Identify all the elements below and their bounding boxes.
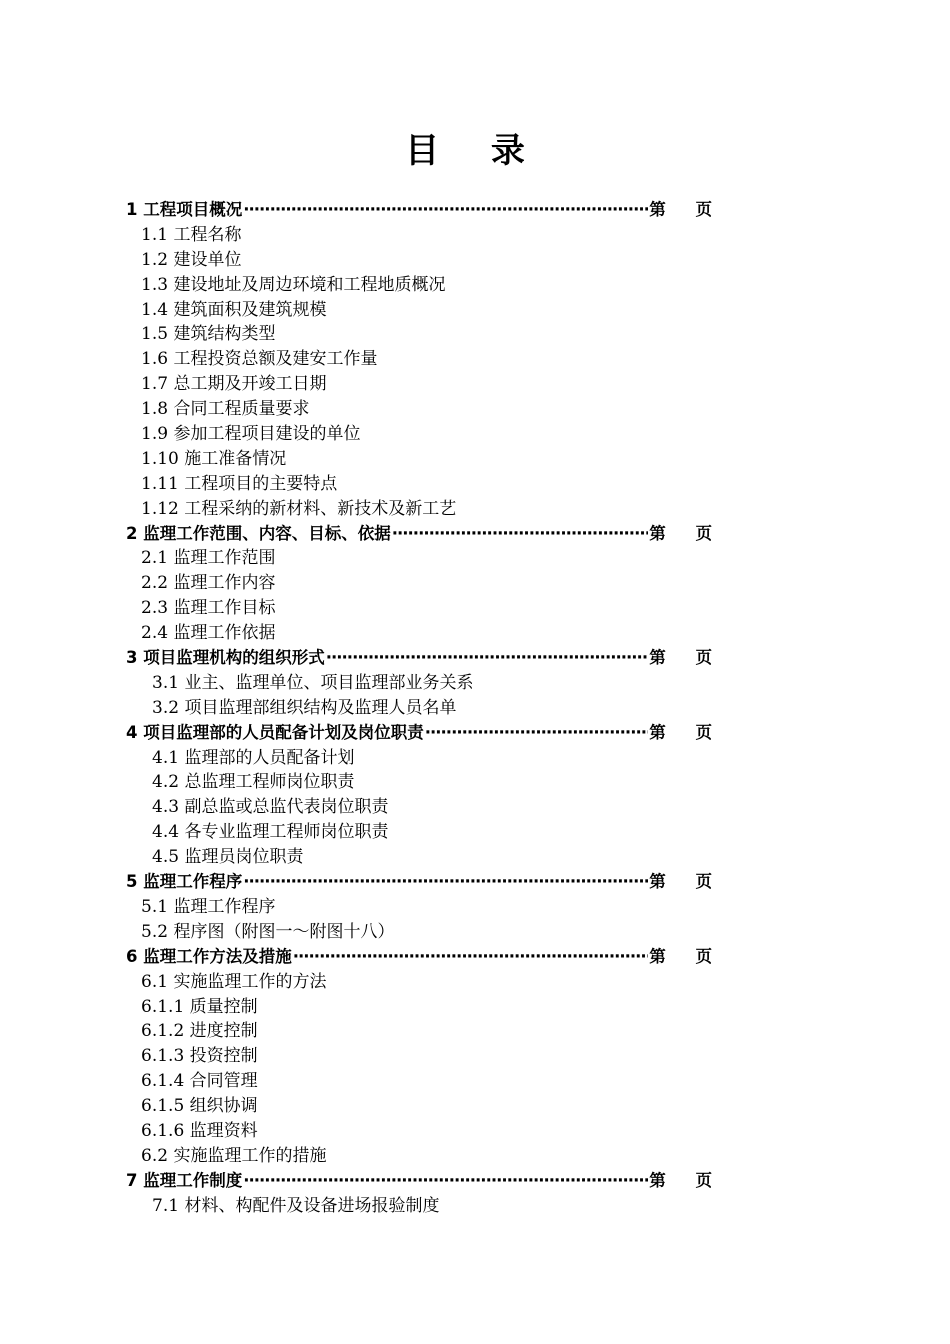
toc-section-entry: 1.2 建设单位	[141, 249, 242, 270]
toc-section-entry: 6.2 实施监理工作的措施	[141, 1145, 327, 1166]
toc-chapter-title: 6 监理工作方法及措施	[126, 946, 292, 966]
toc-section-entry: 1.12 工程采纳的新材料、新技术及新工艺	[141, 498, 457, 519]
toc-dot-leader	[293, 945, 649, 970]
toc-section-entry: 6.1.6 监理资料	[141, 1120, 258, 1141]
toc-section-entry: 1.8 合同工程质量要求	[141, 399, 310, 420]
table-of-contents	[126, 198, 724, 1219]
toc-page-ref: 第 页	[649, 872, 724, 892]
toc-section-entry: 3.2 项目监理部组织结构及监理人员名单	[152, 697, 457, 718]
toc-section-entry: 1.4 建筑面积及建筑规模	[141, 299, 327, 320]
toc-section-entry: 4.2 总监理工程师岗位职责	[152, 772, 355, 793]
toc-page-ref: 第 页	[649, 722, 724, 742]
toc-section-entry: 1.1 工程名称	[141, 224, 242, 245]
toc-chapter-title: 1 工程项目概况	[126, 200, 243, 219]
toc-section-entry: 1.3 建设地址及周边环境和工程地质概况	[141, 274, 446, 295]
toc-section-entry: 4.1 监理部的人员配备计划	[152, 747, 355, 768]
toc-section-entry: 7.1 材料、构配件及设备进场报验制度	[152, 1195, 440, 1216]
toc-section-entry: 1.9 参加工程项目建设的单位	[141, 424, 361, 445]
toc-chapter-title: 5 监理工作程序	[126, 872, 243, 892]
toc-section-entry: 1.10 施工准备情况	[141, 448, 287, 469]
toc-chapter-entry	[126, 198, 724, 223]
toc-section-entry: 1.5 建筑结构类型	[141, 324, 276, 345]
toc-page-ref: 第 页	[649, 1170, 724, 1190]
toc-section-entry: 5.1 监理工作程序	[141, 896, 276, 917]
toc-chapter-title: 2 监理工作范围、内容、目标、依据	[126, 523, 391, 543]
toc-dot-leader	[425, 721, 649, 746]
toc-page-ref: 第 页	[649, 946, 724, 966]
toc-section-entry: 4.3 副总监或总监代表岗位职责	[152, 797, 389, 818]
toc-section-entry: 4.4 各专业监理工程师岗位职责	[152, 822, 389, 843]
toc-chapter-entry	[126, 522, 724, 547]
toc-chapter-entry	[126, 870, 724, 895]
toc-section-entry: 2.2 监理工作内容	[141, 573, 276, 594]
toc-chapter-title: 7 监理工作制度	[126, 1170, 243, 1190]
toc-section-entry: 2.1 监理工作范围	[141, 548, 276, 569]
toc-section-entry: 3.1 业主、监理单位、项目监理部业务关系	[152, 672, 474, 693]
toc-section-entry: 6.1 实施监理工作的方法	[141, 971, 327, 992]
toc-dot-leader	[243, 870, 648, 895]
toc-section-entry: 4.5 监理员岗位职责	[152, 847, 304, 868]
toc-page-ref: 第 页	[649, 648, 724, 668]
toc-section-entry: 5.2 程序图（附图一～附图十八）	[141, 921, 395, 942]
toc-dot-leader	[392, 522, 649, 547]
toc-section-entry: 2.4 监理工作依据	[141, 623, 276, 644]
toc-section-entry: 2.3 监理工作目标	[141, 598, 276, 619]
toc-section-entry: 1.11 工程项目的主要特点	[141, 473, 338, 494]
toc-section-entry: 6.1.2 进度控制	[141, 1021, 258, 1042]
toc-section-entry: 1.7 总工期及开竣工日期	[141, 374, 327, 395]
toc-section-entry: 6.1.5 组织协调	[141, 1096, 258, 1117]
page-title: 目 录	[405, 131, 545, 171]
toc-dot-leader	[326, 646, 649, 671]
toc-chapter-entry	[126, 721, 724, 746]
toc-chapter-entry	[126, 1169, 724, 1194]
toc-dot-leader	[243, 198, 648, 223]
toc-page-ref: 第 页	[649, 200, 724, 219]
toc-section-entry: 6.1.1 质量控制	[141, 996, 258, 1017]
toc-dot-leader	[243, 1169, 648, 1194]
toc-section-entry: 1.6 工程投资总额及建安工作量	[141, 349, 378, 370]
toc-section-entry: 6.1.3 投资控制	[141, 1046, 258, 1067]
toc-chapter-title: 3 项目监理机构的组织形式	[126, 648, 325, 668]
toc-chapter-entry	[126, 646, 724, 671]
toc-page-ref: 第 页	[649, 523, 724, 543]
toc-section-entry: 6.1.4 合同管理	[141, 1071, 258, 1092]
toc-chapter-entry	[126, 945, 724, 970]
toc-chapter-title: 4 项目监理部的人员配备计划及岗位职责	[126, 722, 424, 742]
